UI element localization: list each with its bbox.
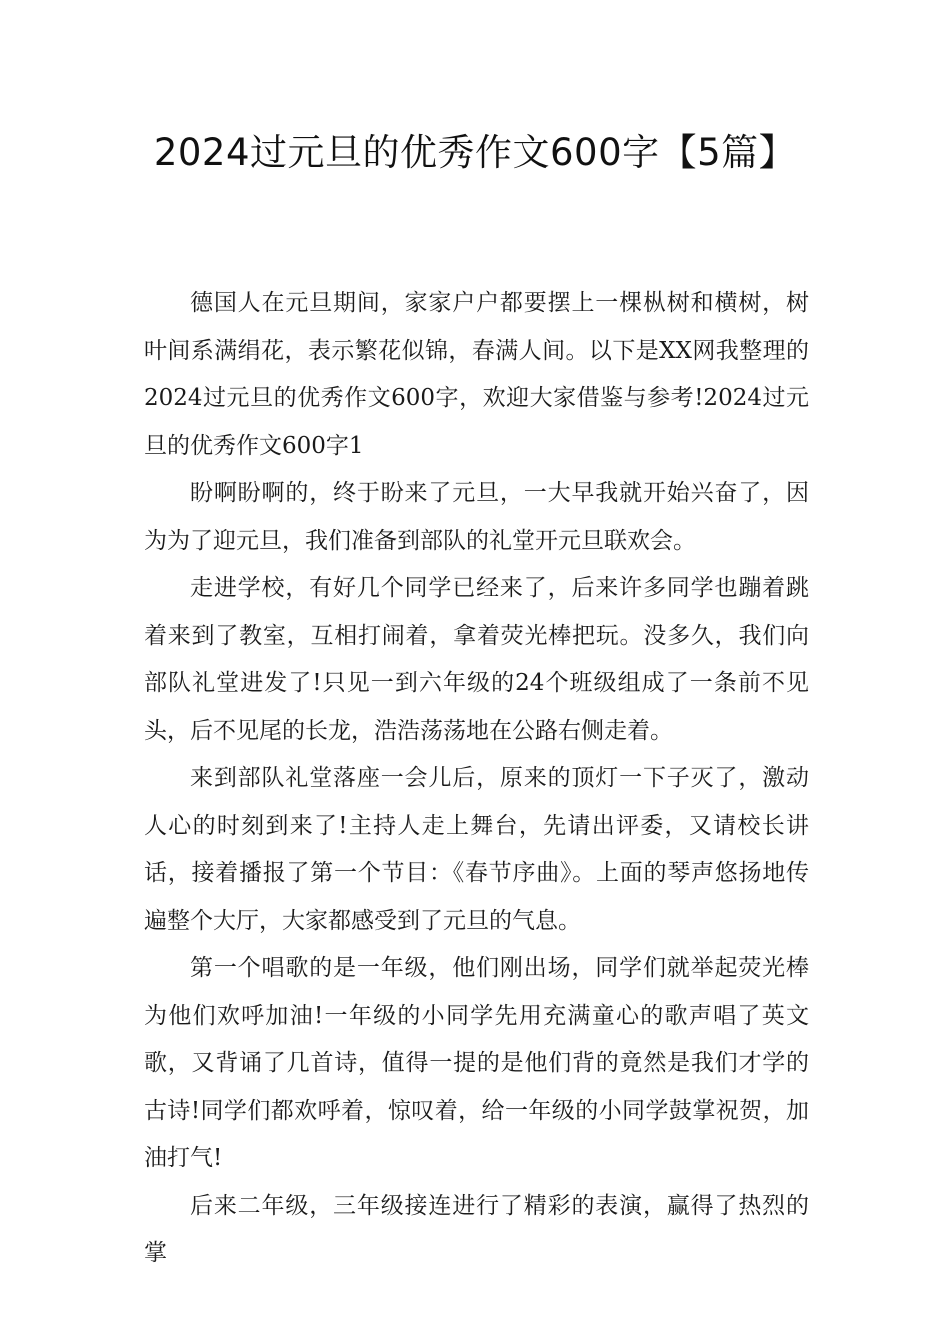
paragraph: 走进学校，有好几个同学已经来了，后来许多同学也蹦着跳着来到了教室，互相打闹着，拿着荧光棒把玩。没多久，我们向部队礼堂进发了!只见一到六年级的24个班级组成了一条前不见头，后不见尾的长龙，浩浩荡荡地在公路右侧走着。 [144, 575, 809, 744]
paragraph: 后来二年级，三年级接连进行了精彩的表演，赢得了热烈的掌 [144, 1192, 809, 1266]
paragraph: 来到部队礼堂落座一会儿后，原来的顶灯一下子灭了，激动人心的时刻到来了!主持人走上舞台，先请出评委，又请校长讲话，接着播报了第一个节目：《春节序曲》。上面的琴声悠扬地传遍整个大厅，大家都感受到了元旦的气息。 [144, 765, 809, 934]
document-title: 2024过元旦的优秀作文600字【5篇】 [153, 131, 797, 174]
document-body [144, 280, 809, 1278]
paragraph: 第一个唱歌的是一年级，他们刚出场，同学们就举起荧光棒为他们欢呼加油!一年级的小同学先用充满童心的歌声唱了英文歌，又背诵了几首诗，值得一提的是他们背的竟然是我们才学的古诗!同学们都欢呼着，惊叹着，给一年级的小同学鼓掌祝贺，加油打气! [144, 955, 809, 1171]
paragraph: 盼啊盼啊的，终于盼来了元旦，一大早我就开始兴奋了，因为为了迎元旦，我们准备到部队的礼堂开元旦联欢会。 [144, 480, 809, 554]
paragraph: 德国人在元旦期间，家家户户都要摆上一棵枞树和横树，树叶间系满绢花，表示繁花似锦，春满人间。以下是XX网我整理的2024过元旦的优秀作文600字，欢迎大家借鉴与参考!2024过元旦的优秀作文600字1 [144, 290, 809, 459]
